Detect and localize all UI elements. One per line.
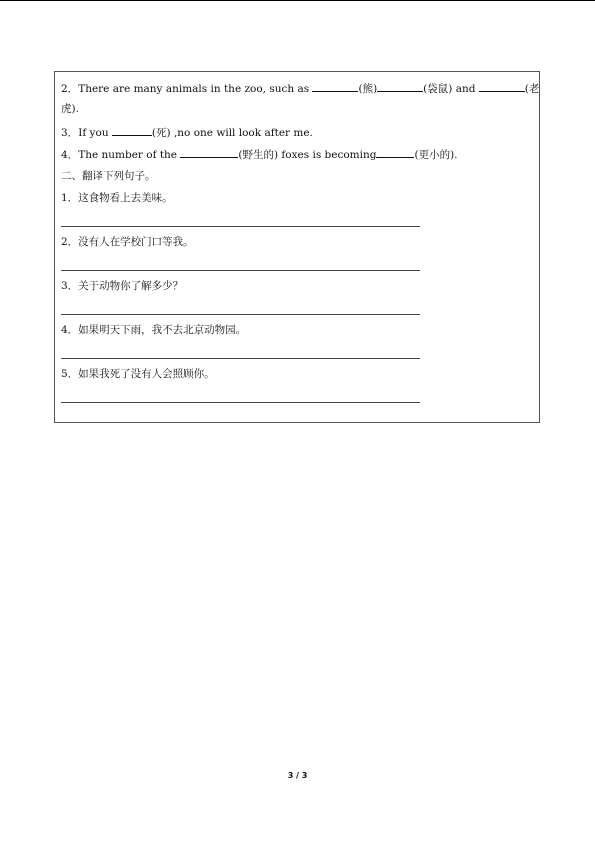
blank-wild[interactable]: [180, 147, 238, 158]
answer-line-4[interactable]: [61, 358, 420, 359]
blank-kangaroo[interactable]: [377, 81, 423, 92]
question-3: 3．If you (死) ,no one will look after me.: [61, 127, 313, 139]
translation-item-4: 4．如果明天下雨，我不去北京动物园。: [61, 324, 247, 336]
blank-tiger[interactable]: [479, 81, 525, 92]
section-heading: 二、翻译下列句子。: [61, 170, 156, 182]
translation-item-2: 2．没有人在学校门口等我。: [61, 236, 194, 248]
exercise-box: [54, 71, 540, 423]
header-rule: [0, 0, 595, 1]
blank-bear[interactable]: [312, 81, 358, 92]
translation-item-3: 3．关于动物你了解多少？: [61, 280, 184, 292]
blank-die[interactable]: [112, 125, 152, 136]
answer-line-3[interactable]: [61, 314, 420, 315]
translation-item-1: 1．这食物看上去美味。: [61, 192, 173, 204]
page-number: 3 / 3: [287, 771, 308, 780]
blank-smaller[interactable]: [376, 147, 414, 158]
answer-line-1[interactable]: [61, 226, 420, 227]
translation-item-5: 5．如果我死了没有人会照顾你。: [61, 368, 215, 380]
question-2: 2．There are many animals in the zoo, such as (熊) (袋鼠) and (老: [61, 83, 540, 95]
question-4: 4．The number of the (野生的) foxes is becoming (更小的).: [61, 149, 458, 161]
answer-line-2[interactable]: [61, 270, 420, 271]
answer-line-5[interactable]: [61, 402, 420, 403]
question-2-continued: 虎).: [61, 103, 79, 115]
